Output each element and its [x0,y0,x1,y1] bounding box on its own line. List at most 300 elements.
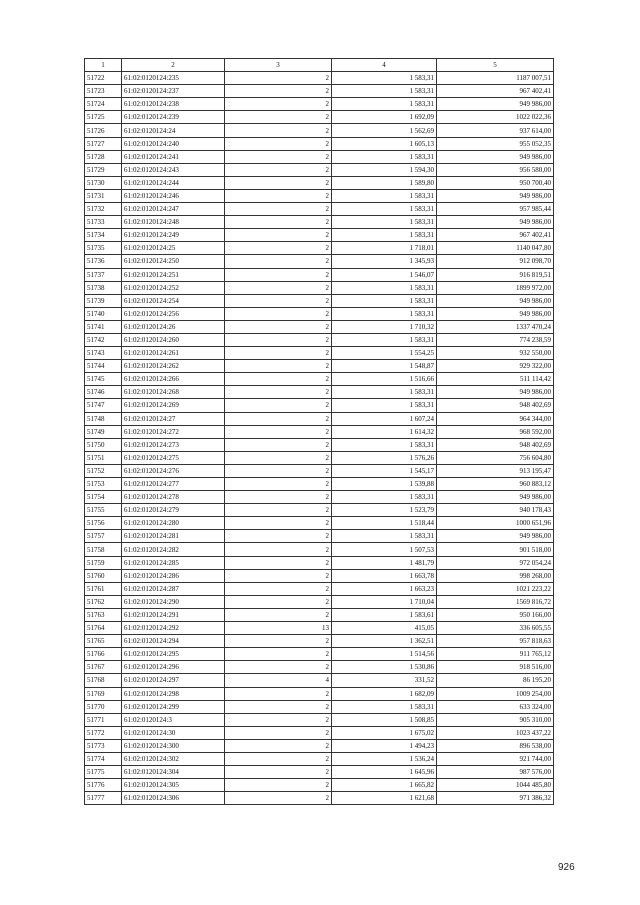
table-row [85,595,554,608]
cell-col3: 2 [225,98,332,111]
row-number: 51767 [85,661,122,674]
row-number: 51741 [85,320,122,333]
cadastral-number: 61:02:0120124:3 [122,713,225,726]
cell-col4: 1 508,85 [332,713,437,726]
cell-col3: 2 [225,582,332,595]
cell-col5: 1009 254,00 [437,687,554,700]
cadastral-number: 61:02:0120124:298 [122,687,225,700]
cadastral-number: 61:02:0120124:297 [122,674,225,687]
cell-col3: 2 [225,608,332,621]
cell-col5: 1140 047,80 [437,242,554,255]
cadastral-number: 61:02:0120124:282 [122,543,225,556]
column-header-5: 5 [437,59,554,72]
cell-col5: 971 386,32 [437,792,554,805]
row-number: 51775 [85,766,122,779]
row-number: 51751 [85,451,122,464]
cell-col3: 2 [225,294,332,307]
column-header-4: 4 [332,59,437,72]
cadastral-number: 61:02:0120124:30 [122,726,225,739]
row-number: 51758 [85,543,122,556]
cell-col5: 1000 651,96 [437,517,554,530]
row-number: 51768 [85,674,122,687]
row-number: 51743 [85,347,122,360]
row-number: 51740 [85,307,122,320]
cell-col5: 1023 437,22 [437,726,554,739]
cadastral-number: 61:02:0120124:300 [122,739,225,752]
table-row [85,648,554,661]
cell-col5: 913 195,47 [437,464,554,477]
cell-col4: 1 583,31 [332,216,437,229]
cadastral-number: 61:02:0120124:238 [122,98,225,111]
row-number: 51772 [85,726,122,739]
cell-col3: 13 [225,622,332,635]
table-row [85,72,554,85]
cell-col3: 2 [225,124,332,137]
cell-col4: 1 362,51 [332,635,437,648]
cell-col3: 2 [225,242,332,255]
cell-col5: 949 986,00 [437,491,554,504]
cell-col3: 2 [225,281,332,294]
cell-col3: 2 [225,478,332,491]
row-number: 51755 [85,504,122,517]
table-row [85,360,554,373]
cadastral-number: 61:02:0120124:25 [122,242,225,255]
table-row [85,517,554,530]
cell-col5: 918 516,00 [437,661,554,674]
cell-col4: 1 583,31 [332,530,437,543]
cell-col5: 912 098,70 [437,255,554,268]
table-row [85,189,554,202]
row-number: 51749 [85,425,122,438]
cell-col4: 1 345,93 [332,255,437,268]
cadastral-number: 61:02:0120124:237 [122,85,225,98]
row-number: 51727 [85,137,122,150]
cell-col4: 1 518,44 [332,517,437,530]
cell-col3: 2 [225,661,332,674]
row-number: 51731 [85,189,122,202]
cell-col5: 987 576,00 [437,766,554,779]
cell-col3: 2 [225,255,332,268]
cell-col4: 1 536,24 [332,752,437,765]
cell-col4: 1 710,04 [332,595,437,608]
cell-col5: 948 402,69 [437,438,554,451]
cell-col4: 1 583,31 [332,294,437,307]
cell-col4: 1 663,78 [332,569,437,582]
cadastral-number: 61:02:0120124:248 [122,216,225,229]
cell-col5: 949 986,00 [437,98,554,111]
cell-col4: 1 545,17 [332,464,437,477]
table-row [85,255,554,268]
cadastral-number: 61:02:0120124:306 [122,792,225,805]
cell-col4: 1 583,31 [332,700,437,713]
cell-col4: 1 583,31 [332,85,437,98]
cell-col5: 1044 485,80 [437,779,554,792]
cadastral-number: 61:02:0120124:296 [122,661,225,674]
cadastral-number: 61:02:0120124:281 [122,530,225,543]
cell-col3: 2 [225,373,332,386]
cell-col5: 949 986,00 [437,386,554,399]
cadastral-number: 61:02:0120124:291 [122,608,225,621]
table-row [85,582,554,595]
cell-col4: 1 605,13 [332,137,437,150]
cell-col5: 1187 007,51 [437,72,554,85]
cell-col4: 1 539,88 [332,478,437,491]
cell-col4: 1 583,61 [332,608,437,621]
cell-col5: 1569 816,72 [437,595,554,608]
cell-col5: 940 178,43 [437,504,554,517]
cadastral-number: 61:02:0120124:268 [122,386,225,399]
cell-col3: 2 [225,451,332,464]
cell-col4: 1 562,69 [332,124,437,137]
cell-col3: 2 [225,176,332,189]
table-row [85,203,554,216]
table-row [85,85,554,98]
cell-col4: 1 621,68 [332,792,437,805]
cell-col5: 911 765,12 [437,648,554,661]
cell-col3: 2 [225,163,332,176]
cadastral-number: 61:02:0120124:252 [122,281,225,294]
cell-col3: 2 [225,543,332,556]
row-number: 51729 [85,163,122,176]
cell-col4: 1 507,53 [332,543,437,556]
table-row [85,373,554,386]
cadastral-number: 61:02:0120124:269 [122,399,225,412]
cadastral-number: 61:02:0120124:24 [122,124,225,137]
cell-col5: 949 986,00 [437,150,554,163]
cell-col4: 1 583,31 [332,399,437,412]
row-number: 51725 [85,111,122,124]
cell-col4: 1 682,09 [332,687,437,700]
cadastral-number: 61:02:0120124:26 [122,320,225,333]
cell-col4: 415,05 [332,622,437,635]
row-number: 51748 [85,412,122,425]
header-row [85,59,554,72]
cadastral-number: 61:02:0120124:277 [122,478,225,491]
cell-col5: 1337 470,24 [437,320,554,333]
cadastral-number: 61:02:0120124:256 [122,307,225,320]
table-row [85,739,554,752]
cadastral-number: 61:02:0120124:295 [122,648,225,661]
cadastral-number: 61:02:0120124:240 [122,137,225,150]
cell-col5: 948 402,69 [437,399,554,412]
cell-col5: 896 538,00 [437,739,554,752]
cell-col4: 1 481,79 [332,556,437,569]
cell-col3: 2 [225,333,332,346]
cell-col3: 2 [225,569,332,582]
cadastral-number: 61:02:0120124:251 [122,268,225,281]
cell-col4: 1 607,24 [332,412,437,425]
cell-col3: 2 [225,203,332,216]
cell-col3: 2 [225,216,332,229]
table-row [85,713,554,726]
row-number: 51770 [85,700,122,713]
table-row [85,779,554,792]
row-number: 51750 [85,438,122,451]
cell-col5: 756 604,80 [437,451,554,464]
table-row [85,281,554,294]
table-row [85,320,554,333]
row-number: 51756 [85,517,122,530]
cell-col4: 1 583,31 [332,150,437,163]
cell-col4: 1 494,23 [332,739,437,752]
cell-col5: 937 614,00 [437,124,554,137]
cadastral-number: 61:02:0120124:254 [122,294,225,307]
cadastral-number: 61:02:0120124:247 [122,203,225,216]
cell-col3: 2 [225,347,332,360]
cadastral-number: 61:02:0120124:305 [122,779,225,792]
cadastral-number: 61:02:0120124:262 [122,360,225,373]
cell-col3: 2 [225,504,332,517]
cadastral-number: 61:02:0120124:260 [122,333,225,346]
cell-col5: 998 268,00 [437,569,554,582]
cell-col5: 949 986,00 [437,530,554,543]
cell-col3: 2 [225,779,332,792]
cell-col4: 1 523,79 [332,504,437,517]
cell-col3: 2 [225,464,332,477]
cadastral-number: 61:02:0120124:235 [122,72,225,85]
cadastral-number: 61:02:0120124:287 [122,582,225,595]
table-row [85,726,554,739]
cell-col3: 2 [225,438,332,451]
row-number: 51771 [85,713,122,726]
cadastral-number: 61:02:0120124:290 [122,595,225,608]
cell-col5: 932 550,00 [437,347,554,360]
cell-col3: 2 [225,635,332,648]
table-row [85,608,554,621]
cell-col5: 949 986,00 [437,216,554,229]
row-number: 51776 [85,779,122,792]
table-row [85,294,554,307]
table-row [85,163,554,176]
cell-col3: 2 [225,739,332,752]
cadastral-number: 61:02:0120124:278 [122,491,225,504]
row-number: 51769 [85,687,122,700]
cell-col3: 2 [225,320,332,333]
table-row [85,242,554,255]
cell-col3: 2 [225,595,332,608]
row-number: 51736 [85,255,122,268]
cell-col3: 2 [225,752,332,765]
cell-col3: 2 [225,687,332,700]
cell-col5: 950 166,00 [437,608,554,621]
cell-col5: 956 580,00 [437,163,554,176]
cell-col4: 1 583,31 [332,229,437,242]
cadastral-number: 61:02:0120124:246 [122,189,225,202]
cell-col3: 2 [225,268,332,281]
table-row [85,268,554,281]
row-number: 51730 [85,176,122,189]
cadastral-value-table [84,58,554,805]
row-number: 51761 [85,582,122,595]
row-number: 51763 [85,608,122,621]
row-number: 51735 [85,242,122,255]
cell-col3: 2 [225,713,332,726]
cell-col3: 2 [225,517,332,530]
table-row [85,124,554,137]
table-row [85,635,554,648]
row-number: 51773 [85,739,122,752]
cell-col4: 1 583,31 [332,281,437,294]
column-header-2: 2 [122,59,225,72]
table-row [85,622,554,635]
cell-col4: 1 514,56 [332,648,437,661]
row-number: 51762 [85,595,122,608]
cell-col4: 1 665,82 [332,779,437,792]
cadastral-number: 61:02:0120124:266 [122,373,225,386]
column-header-1: 1 [85,59,122,72]
row-number: 51737 [85,268,122,281]
cell-col3: 2 [225,360,332,373]
table-row [85,792,554,805]
table-row [85,98,554,111]
cadastral-number: 61:02:0120124:244 [122,176,225,189]
cell-col3: 2 [225,792,332,805]
cadastral-number: 61:02:0120124:286 [122,569,225,582]
cell-col3: 2 [225,137,332,150]
cell-col5: 972 054,24 [437,556,554,569]
table-row [85,425,554,438]
row-number: 51753 [85,478,122,491]
table-row [85,150,554,163]
cadastral-number: 61:02:0120124:249 [122,229,225,242]
cell-col5: 921 744,00 [437,752,554,765]
cell-col4: 1 710,32 [332,320,437,333]
row-number: 51722 [85,72,122,85]
cell-col4: 1 594,30 [332,163,437,176]
table-row [85,137,554,150]
row-number: 51738 [85,281,122,294]
cell-col4: 1 663,23 [332,582,437,595]
cadastral-number: 61:02:0120124:261 [122,347,225,360]
cell-col3: 2 [225,307,332,320]
cell-col3: 2 [225,556,332,569]
table-row [85,491,554,504]
cadastral-number: 61:02:0120124:279 [122,504,225,517]
cell-col4: 1 718,01 [332,242,437,255]
cadastral-number: 61:02:0120124:250 [122,255,225,268]
row-number: 51744 [85,360,122,373]
cell-col5: 916 819,51 [437,268,554,281]
table-row [85,386,554,399]
row-number: 51760 [85,569,122,582]
row-number: 51739 [85,294,122,307]
table-row [85,569,554,582]
cell-col4: 1 583,31 [332,438,437,451]
cell-col4: 1 516,66 [332,373,437,386]
table-row [85,700,554,713]
table-row [85,412,554,425]
cell-col4: 1 530,86 [332,661,437,674]
row-number: 51777 [85,792,122,805]
cadastral-number: 61:02:0120124:294 [122,635,225,648]
cell-col5: 955 052,35 [437,137,554,150]
row-number: 51732 [85,203,122,216]
cell-col4: 1 692,09 [332,111,437,124]
cell-col4: 1 583,31 [332,491,437,504]
cadastral-number: 61:02:0120124:280 [122,517,225,530]
row-number: 51765 [85,635,122,648]
cell-col5: 1899 972,00 [437,281,554,294]
table-row [85,556,554,569]
table-row [85,766,554,779]
cell-col4: 1 583,31 [332,307,437,320]
cell-col3: 2 [225,648,332,661]
cell-col4: 1 583,31 [332,72,437,85]
row-number: 51754 [85,491,122,504]
cell-col5: 901 518,00 [437,543,554,556]
cell-col5: 967 402,41 [437,229,554,242]
cell-col3: 2 [225,189,332,202]
cell-col4: 1 554,25 [332,347,437,360]
cadastral-number: 61:02:0120124:275 [122,451,225,464]
row-number: 51766 [85,648,122,661]
cell-col3: 2 [225,150,332,163]
row-number: 51747 [85,399,122,412]
cell-col4: 1 583,31 [332,203,437,216]
cell-col3: 2 [225,111,332,124]
cadastral-number: 61:02:0120124:239 [122,111,225,124]
table-row [85,176,554,189]
row-number: 51774 [85,752,122,765]
cell-col3: 2 [225,530,332,543]
cell-col5: 960 883,12 [437,478,554,491]
table-row [85,504,554,517]
cell-col5: 949 986,00 [437,189,554,202]
cadastral-number: 61:02:0120124:299 [122,700,225,713]
cell-col5: 964 344,00 [437,412,554,425]
column-header-3: 3 [225,59,332,72]
cell-col5: 905 310,00 [437,713,554,726]
cell-col3: 2 [225,85,332,98]
cell-col5: 957 818,63 [437,635,554,648]
table-row [85,111,554,124]
table-row [85,661,554,674]
row-number: 51724 [85,98,122,111]
table-row [85,674,554,687]
cell-col5: 511 114,42 [437,373,554,386]
cell-col4: 1 576,26 [332,451,437,464]
cell-col4: 1 583,31 [332,98,437,111]
cadastral-number: 61:02:0120124:285 [122,556,225,569]
cell-col4: 1 583,31 [332,189,437,202]
cell-col5: 968 592,00 [437,425,554,438]
row-number: 51726 [85,124,122,137]
row-number: 51723 [85,85,122,98]
row-number: 51742 [85,333,122,346]
row-number: 51746 [85,386,122,399]
table-row [85,229,554,242]
row-number: 51759 [85,556,122,569]
cell-col5: 633 324,00 [437,700,554,713]
cell-col3: 2 [225,425,332,438]
row-number: 51757 [85,530,122,543]
cell-col5: 929 322,00 [437,360,554,373]
cadastral-number: 61:02:0120124:272 [122,425,225,438]
cadastral-number: 61:02:0120124:273 [122,438,225,451]
cadastral-number: 61:02:0120124:243 [122,163,225,176]
table-row [85,347,554,360]
cell-col3: 2 [225,72,332,85]
cadastral-number: 61:02:0120124:241 [122,150,225,163]
page-number: 926 [558,862,575,873]
table-row [85,530,554,543]
cell-col5: 336 605,55 [437,622,554,635]
cell-col3: 2 [225,491,332,504]
row-number: 51734 [85,229,122,242]
cadastral-number: 61:02:0120124:27 [122,412,225,425]
cell-col3: 2 [225,399,332,412]
cadastral-number: 61:02:0120124:292 [122,622,225,635]
